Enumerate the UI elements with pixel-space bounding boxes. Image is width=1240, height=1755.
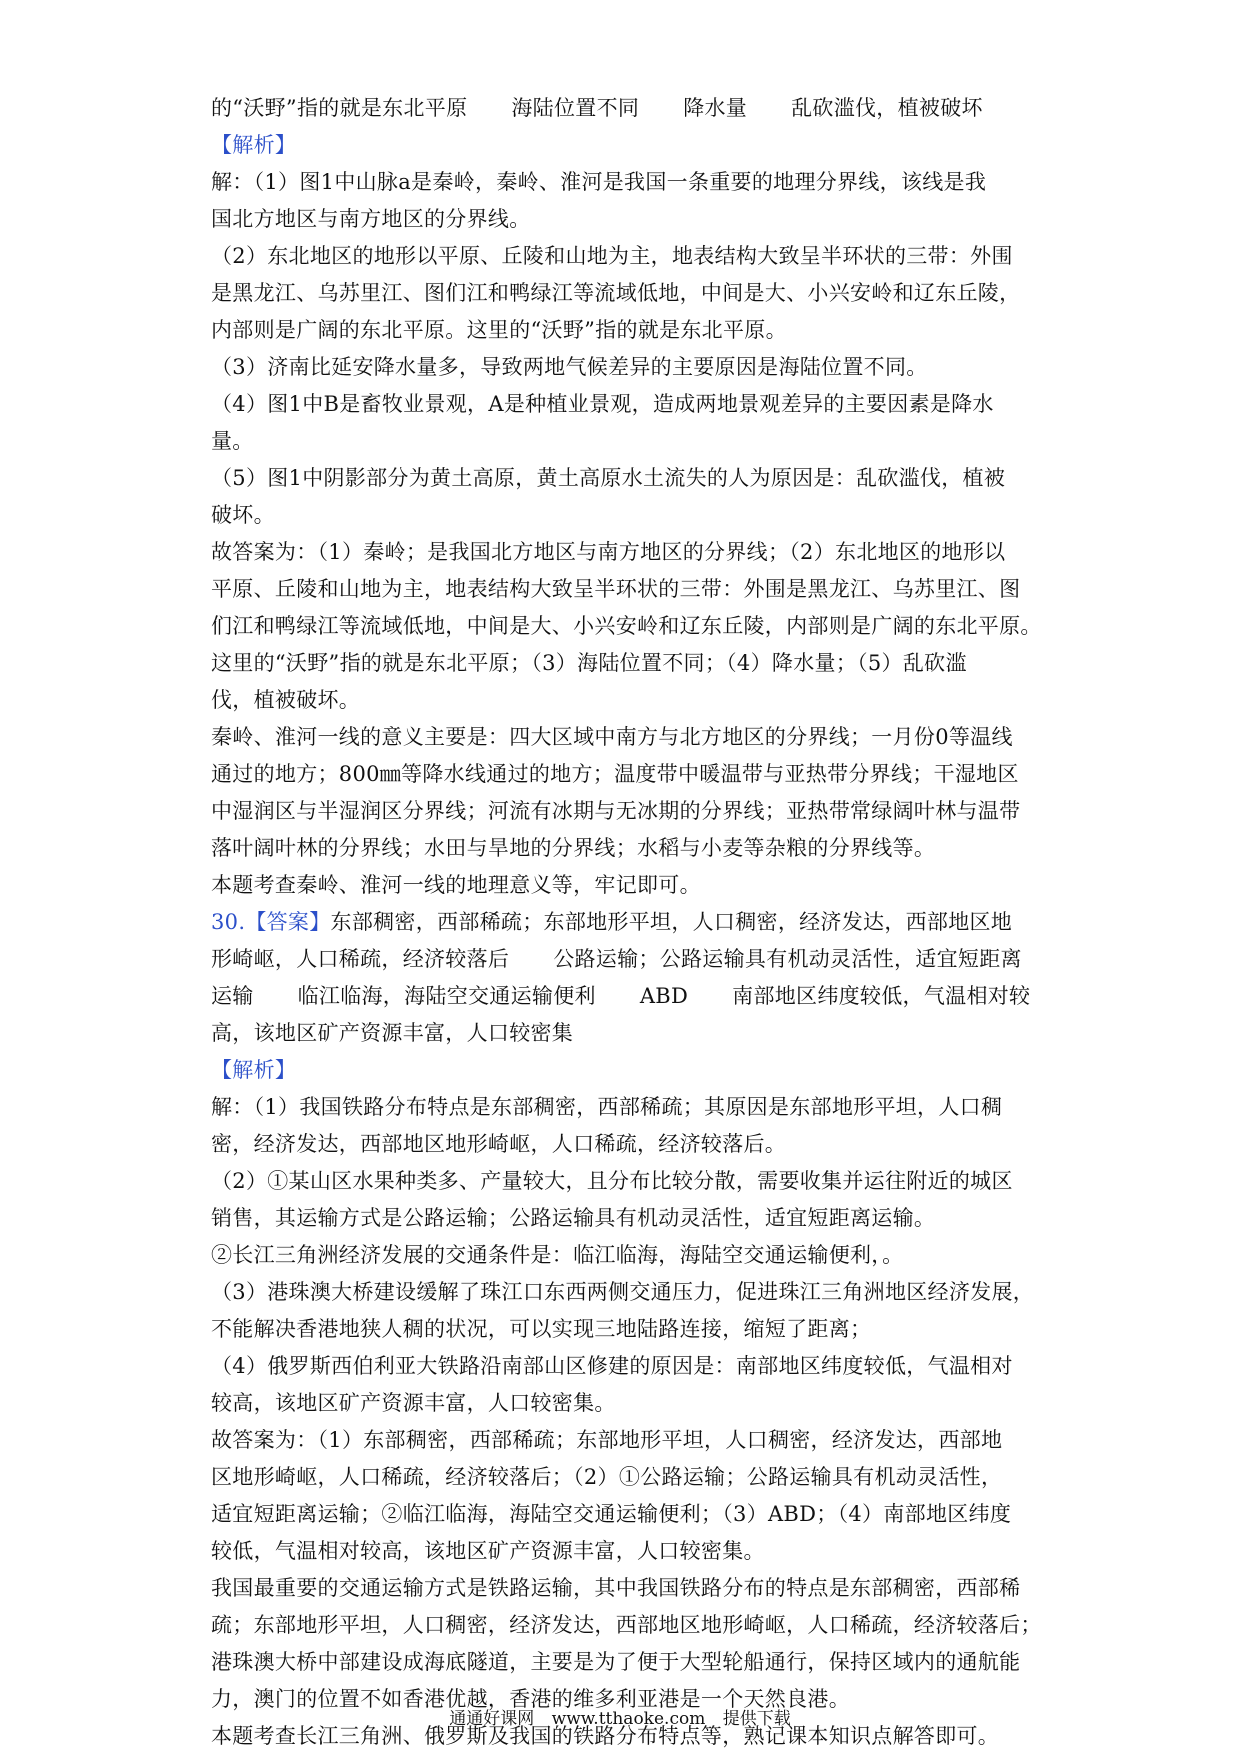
text-line: ②长江三角洲经济发展的交通条件是：临江临海，海陆空交通运输便利，。: [211, 1243, 904, 1267]
text-line: 破坏。: [211, 503, 275, 527]
text-line: （2）东北地区的地形以平原、丘陵和山地为主，地表结构大致呈半环状的三带：外围: [211, 244, 1013, 268]
text-line: 量。: [211, 429, 254, 453]
text-line: 区地形崎岖，人口稀疏，经济较落后；（2）①公路运输；公路运输具有机动灵活性，: [211, 1465, 1003, 1489]
text-line: 故答案为：（1）秦岭；是我国北方地区与南方地区的分界线；（2）东北地区的地形以: [211, 540, 1006, 564]
text-line: 港珠澳大桥中部建设成海底隧道，主要是为了便于大型轮船通行，保持区域内的通航能: [211, 1650, 1021, 1674]
text-line: 适宜短距离运输；②临江临海，海陆空交通运输便利；（3）ABD；（4）南部地区纬度: [211, 1502, 1012, 1526]
footer-url[interactable]: www.tthaoke.com: [551, 1709, 706, 1729]
answer-text: 高，该地区矿产资源丰富，人口较密集: [211, 1021, 574, 1045]
text-line: 伐，植被破坏。: [211, 688, 361, 712]
text-line: 我国最重要的交通运输方式是铁路运输，其中我国铁路分布的特点是东部稠密，西部稀: [211, 1576, 1021, 1600]
answer-tag: 【答案】: [245, 910, 331, 934]
text-line: 落叶阔叶林的分界线；水田与旱地的分界线；水稻与小麦等杂粮的分界线等。: [211, 836, 936, 860]
text-line: （3）济南比延安降水量多，导致两地气候差异的主要原因是海陆位置不同。: [211, 355, 928, 379]
text-line: 较低，气温相对较高，该地区矿产资源丰富，人口较密集。: [211, 1539, 765, 1563]
analysis-heading-q29: [211, 127, 1037, 164]
text-line: 密，经济发达，西部地区地形崎岖，人口稀疏，经济较落后。: [211, 1132, 787, 1156]
answer-continuation-line: [211, 90, 1037, 127]
answer-part: 形崎岖，人口稀疏，经济较落后: [211, 947, 510, 971]
answer-text: 东部稠密，西部稀疏；东部地形平坦，人口稠密，经济发达，西部地区地: [330, 910, 1013, 934]
answer-part: 运输: [211, 984, 254, 1008]
text-line: 力，澳门的位置不如香港优越，香港的维多利亚港是一个天然良港。: [211, 1687, 850, 1711]
footer-note: 提供下载: [722, 1709, 791, 1729]
answer-part: ABD: [639, 984, 689, 1008]
text-line: 平原、丘陵和山地为主，地表结构大致呈半环状的三带：外围是黑龙江、乌苏里江、图: [211, 577, 1021, 601]
text-line: （3）港珠澳大桥建设缓解了珠江口东西两侧交通压力，促进珠江三角洲地区经济发展，: [211, 1280, 1035, 1304]
q29-analysis-body: [211, 164, 1042, 904]
page-footer: [0, 1707, 1240, 1731]
answer-part: 乱砍滥伐，植被破坏: [791, 96, 983, 120]
analysis-tag: 【解析】: [211, 1058, 297, 1082]
q30-answer-line-1: [211, 904, 1037, 941]
answer-part: 海陆位置不同: [511, 96, 640, 120]
answer-part: 公路运输；公路运输具有机动灵活性，适宜短距离: [553, 947, 1022, 971]
text-line: 不能解决香港地狭人稠的状况，可以实现三地陆路连接，缩短了距离；: [211, 1317, 872, 1341]
text-line: 解：（1）我国铁路分布特点是东部稠密，西部稀疏；其原因是东部地形平坦，人口稠: [211, 1095, 1003, 1119]
footer-site-name: 通通好课网: [449, 1709, 535, 1729]
text-line: 们江和鸭绿江等流域低地，中间是大、小兴安岭和辽东丘陵，内部则是广阔的东北平原。: [211, 614, 1042, 638]
text-line: 疏；东部地形平坦，人口稠密，经济发达，西部地区地形崎岖，人口稀疏，经济较落后；: [211, 1613, 1042, 1637]
text-line: 中湿润区与半湿润区分界线；河流有冰期与无冰期的分界线；亚热带常绿阔叶林与温带: [211, 799, 1021, 823]
text-line: （2）①某山区水果种类多、产量较大，且分布比较分散，需要收集并运往附近的城区: [211, 1169, 1013, 1193]
text-line: 通过的地方；800㎜等降水线通过的地方；温度带中暖温带与亚热带分界线；干湿地区: [211, 762, 1019, 786]
text-line: 国北方地区与南方地区的分界线。: [211, 207, 531, 231]
q30-answer-line-4: [211, 1015, 1037, 1052]
text-line: 秦岭、淮河一线的意义主要是：四大区域中南方与北方地区的分界线；一月份0等温线: [211, 725, 1013, 749]
q30-analysis-body: [211, 1089, 1042, 1755]
question-number: 30.: [211, 910, 246, 934]
text-line: 本题考查长江三角洲、俄罗斯及我国的铁路分布特点等，熟记课本知识点解答即可。: [211, 1724, 1000, 1748]
text-line: （5）图1中阴影部分为黄土高原，黄土高原水土流失的人为原因是：乱砍滥伐，植被: [211, 466, 1006, 490]
answer-part: 南部地区纬度较低，气温相对较: [732, 984, 1031, 1008]
analysis-tag: 【解析】: [211, 133, 297, 157]
text-line: 故答案为：（1）东部稠密，西部稀疏；东部地形平坦，人口稠密，经济发达，西部地: [211, 1428, 1003, 1452]
text-line: （4）图1中B是畜牧业景观，A是种植业景观，造成两地景观差异的主要因素是降水: [211, 392, 994, 416]
answer-part: 的“沃野”指的就是东北平原: [211, 96, 468, 120]
analysis-heading-q30: [211, 1052, 1037, 1089]
text-line: （4）俄罗斯西伯利亚大铁路沿南部山区修建的原因是：南部地区纬度较低，气温相对: [211, 1354, 1013, 1378]
text-line: 解：（1）图1中山脉a是秦岭，秦岭、淮河是我国一条重要的地理分界线，该线是我: [211, 170, 987, 194]
text-line: 内部则是广阔的东北平原。这里的“沃野”指的就是东北平原。: [211, 318, 787, 342]
text-line: 销售，其运输方式是公路运输；公路运输具有机动灵活性，适宜短距离运输。: [211, 1206, 936, 1230]
q30-answer-line-3: [211, 978, 1037, 1015]
text-line: 较高，该地区矿产资源丰富，人口较密集。: [211, 1391, 616, 1415]
text-line: 是黑龙江、乌苏里江、图们江和鸭绿江等流域低地，中间是大、小兴安岭和辽东丘陵，: [211, 281, 1021, 305]
page-content: [211, 90, 1042, 1755]
answer-part: 降水量: [683, 96, 748, 120]
q30-answer-line-2: [211, 941, 1037, 978]
text-line: 这里的“沃野”指的就是东北平原；（3）海陆位置不同；（4）降水量；（5）乱砍滥: [211, 651, 967, 675]
text-line: 本题考查秦岭、淮河一线的地理意义等，牢记即可。: [211, 873, 701, 897]
answer-part: 临江临海，海陆空交通运输便利: [297, 984, 596, 1008]
